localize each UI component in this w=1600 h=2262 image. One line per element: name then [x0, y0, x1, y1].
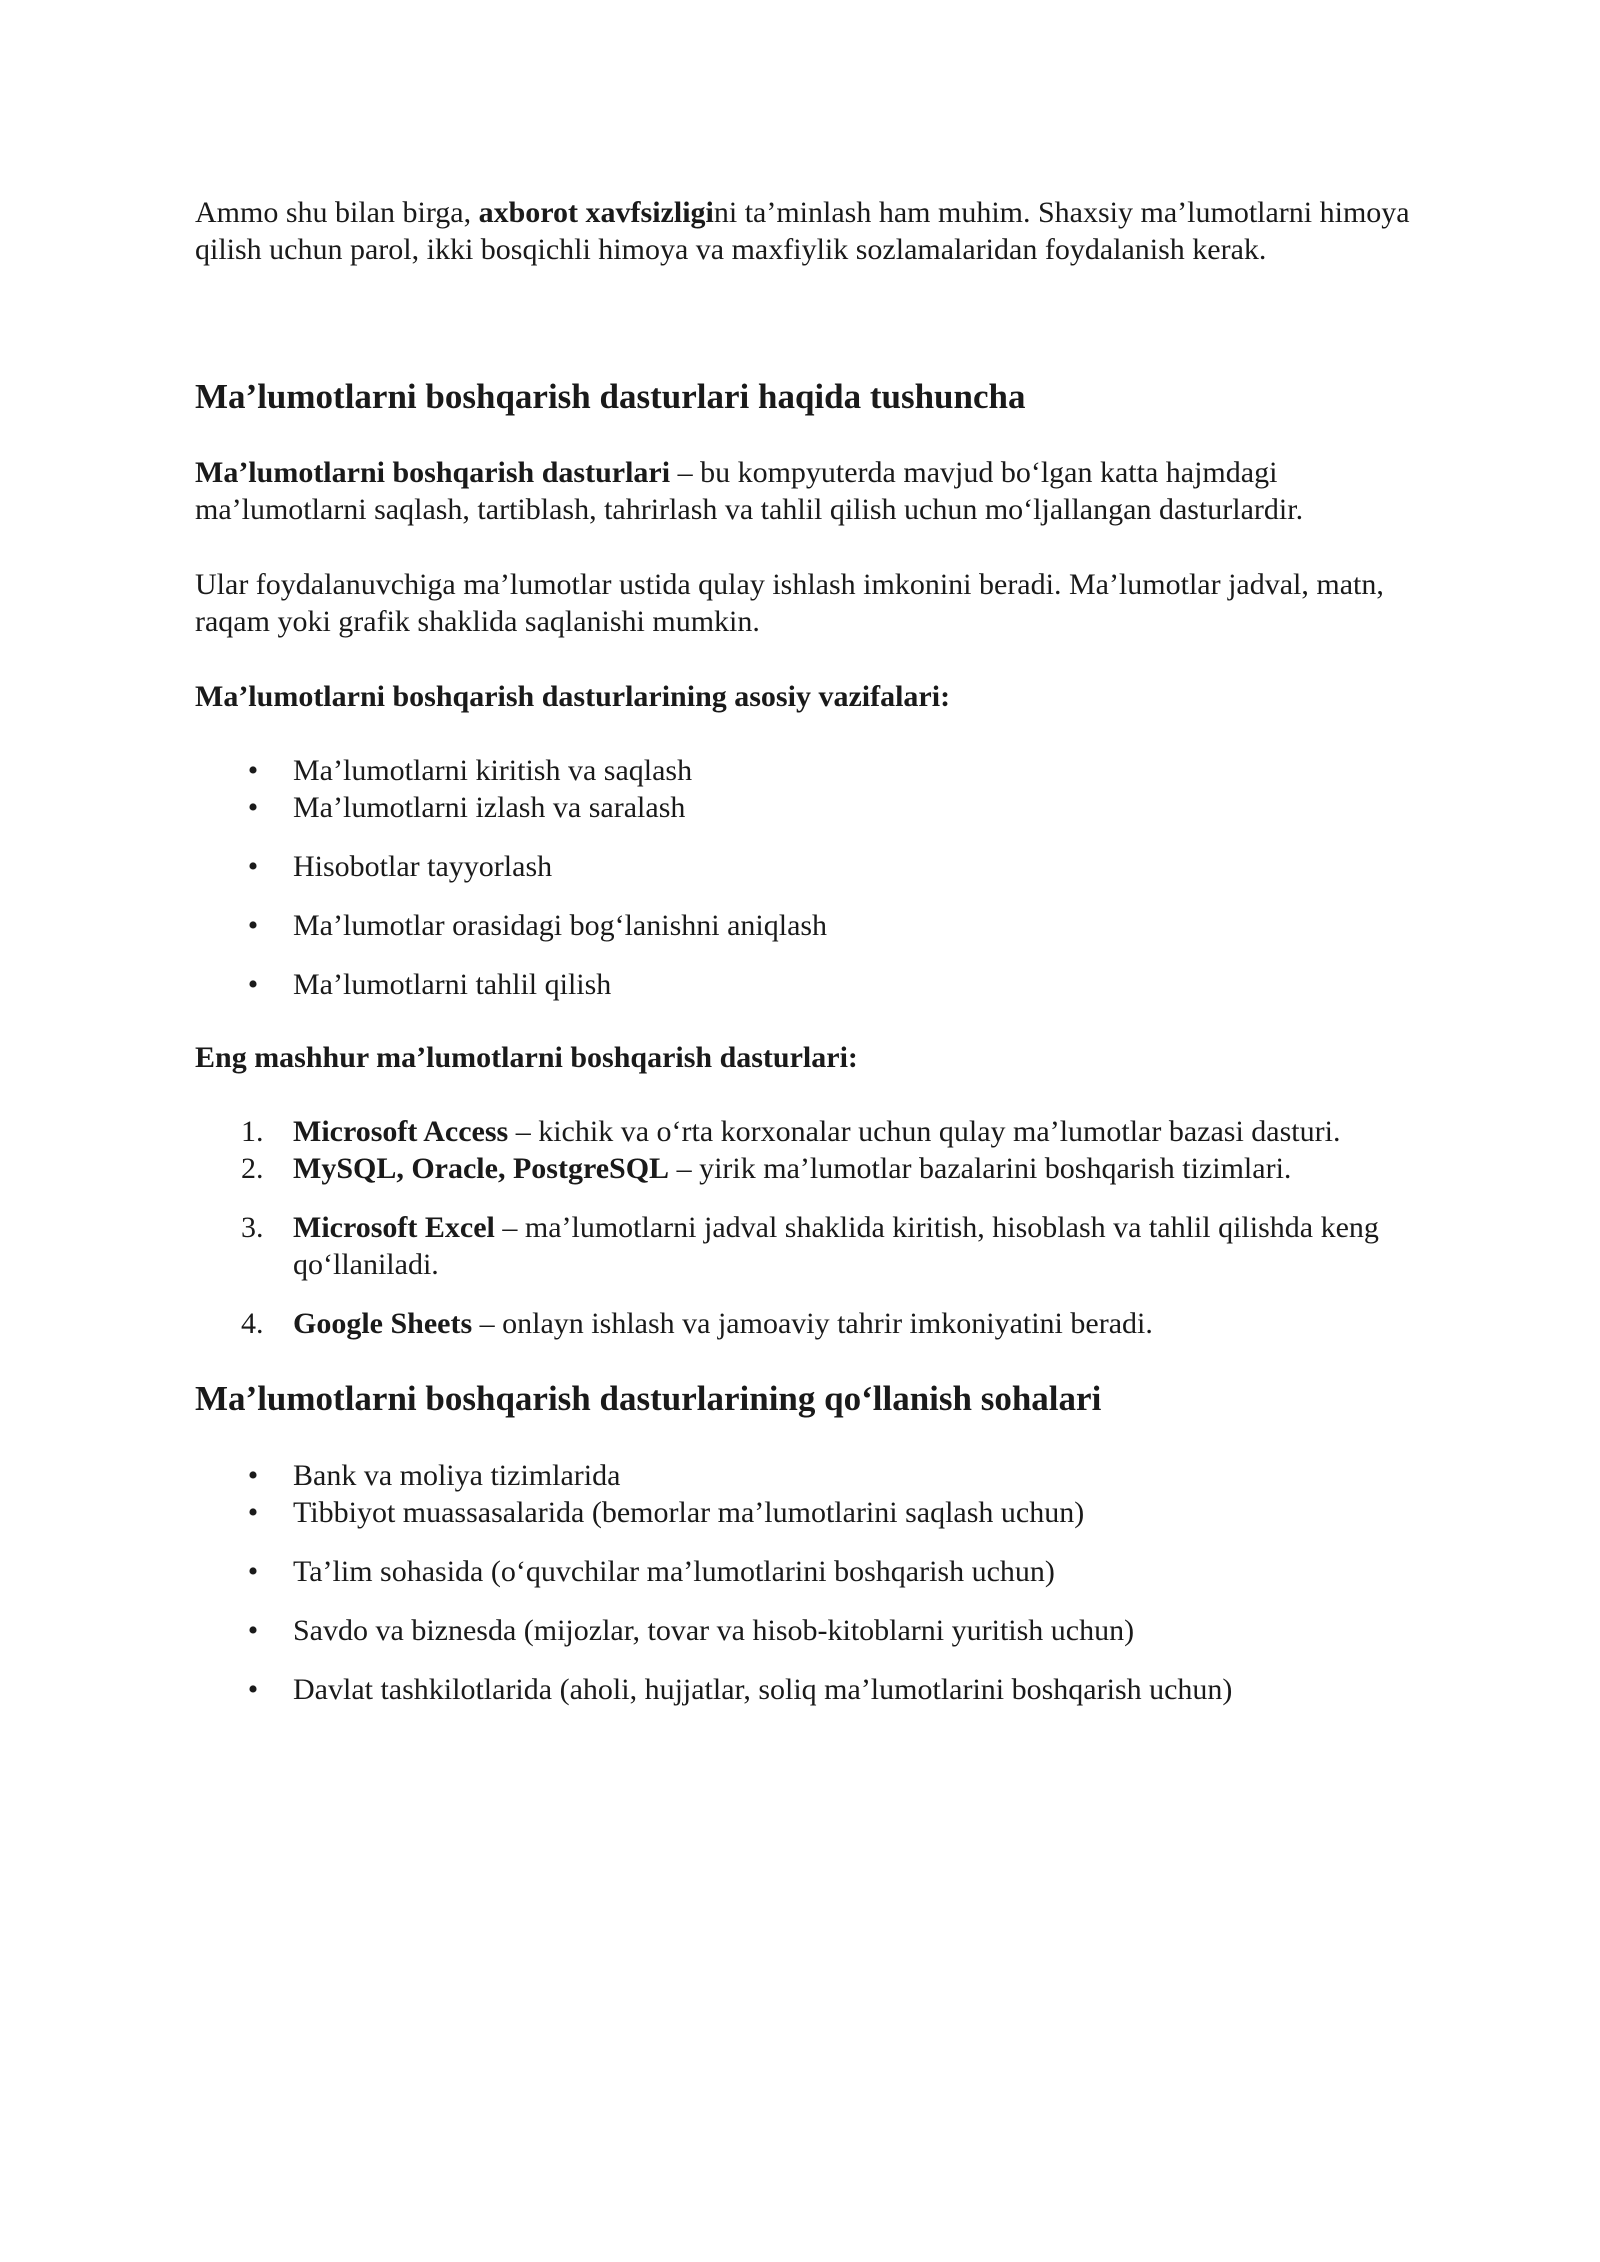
program-desc: – ma’lumotlarni jadval shaklida kiritish, hisoblash va tahlil qilishda keng qo‘llaniladi. — [293, 1211, 1379, 1281]
program-desc: – kichik va o‘rta korxonalar uchun qulay ma’lumotlar bazasi dasturi. — [508, 1115, 1341, 1148]
applications-list — [195, 1457, 1435, 1708]
program-name: Google Sheets — [293, 1307, 473, 1340]
list-item-text: Ma’lumotlarni tahlil qilish — [293, 968, 612, 1001]
list-number: 1. — [241, 1115, 264, 1148]
intro-text-start: Ammo shu bilan birga, — [195, 196, 479, 229]
list-item-text: Ma’lumotlar orasidagi bog‘lanishni aniqlash — [293, 909, 828, 942]
programs-list — [195, 1113, 1435, 1342]
list-item-text: Ma’lumotlarni kiritish va saqlash — [293, 754, 693, 787]
list-item — [195, 1671, 1435, 1708]
list-item — [195, 907, 1435, 944]
intro-text-end: ni ta’minlash ham muhim. Shaxsiy ma’lumotlarni himoya qilish uchun parol, ikki bosqichli himoya va maxfiylik sozlamalaridan foydalanish kerak. — [195, 196, 1410, 266]
list-item-text: Davlat tashkilotlarida (aholi, hujjatlar, soliq ma’lumotlarini boshqarish uchun) — [293, 1673, 1233, 1706]
tasks-list — [195, 752, 1435, 1003]
programs-subheading-text: Eng mashhur ma’lumotlarni boshqarish dasturlari: — [195, 1041, 858, 1074]
list-item — [195, 1150, 1435, 1187]
list-item — [195, 1553, 1435, 1590]
list-item — [195, 1113, 1435, 1150]
definition-term: Ma’lumotlarni boshqarish dasturlari — [195, 456, 671, 489]
program-name: Microsoft Access — [293, 1115, 509, 1148]
list-item — [195, 1494, 1435, 1531]
document-page — [195, 188, 1435, 1708]
usage-paragraph: Ular foydalanuvchiga ma’lumotlar ustida qulay ishlash imkonini beradi. Ma’lumotlar jadval, matn, raqam yoki grafik shaklida saqlanishi mumkin. — [195, 568, 1384, 638]
bullet-icon: • — [247, 791, 259, 824]
program-name: Microsoft Excel — [293, 1211, 495, 1244]
tasks-subheading — [195, 678, 1435, 715]
bullet-icon: • — [247, 1555, 259, 1588]
list-item-text: Hisobotlar tayyorlash — [293, 850, 553, 883]
list-number: 3. — [241, 1211, 264, 1244]
list-item — [195, 848, 1435, 885]
bullet-icon: • — [247, 850, 259, 883]
program-name: MySQL, Oracle, PostgreSQL — [293, 1152, 670, 1185]
bullet-icon: • — [247, 1673, 259, 1706]
list-item — [195, 752, 1435, 789]
list-item-text: Tibbiyot muassasalarida (bemorlar ma’lumotlarini saqlash uchun) — [293, 1496, 1085, 1529]
list-item-text: Ma’lumotlarni izlash va saralash — [293, 791, 686, 824]
intro-paragraph — [195, 194, 1435, 268]
bullet-icon: • — [247, 1459, 259, 1492]
list-number: 2. — [241, 1152, 264, 1185]
list-item — [195, 1305, 1435, 1342]
tasks-subheading-text: Ma’lumotlarni boshqarish dasturlarining asosiy vazifalari: — [195, 680, 951, 713]
intro-bold-term: axborot xavfsizligi — [478, 196, 714, 229]
list-item — [195, 789, 1435, 826]
bullet-icon: • — [247, 1614, 259, 1647]
section-heading-applications: Ma’lumotlarni boshqarish dasturlarining qo‘llanish sohalari — [195, 1379, 1102, 1418]
bullet-icon: • — [247, 909, 259, 942]
bullet-icon: • — [247, 1496, 259, 1529]
list-item-text: Bank va moliya tizimlarida — [293, 1459, 621, 1492]
program-desc: – yirik ma’lumotlar bazalarini boshqarish tizimlari. — [669, 1152, 1292, 1185]
programs-subheading — [195, 1039, 1435, 1076]
bullet-icon: • — [247, 754, 259, 787]
list-item-text: Savdo va biznesda (mijozlar, tovar va hisob-kitoblarni yuritish uchun) — [293, 1614, 1135, 1647]
list-item — [195, 1612, 1435, 1649]
list-number: 4. — [241, 1307, 264, 1340]
program-desc: – onlayn ishlash va jamoaviy tahrir imkoniyatini beradi. — [472, 1307, 1153, 1340]
list-item-text: Ta’lim sohasida (o‘quvchilar ma’lumotlarini boshqarish uchun) — [293, 1555, 1055, 1588]
definition-text: – bu kompyuterda mavjud bo‘lgan katta hajmdagi ma’lumotlarni saqlash, tartiblash, tahrirlash va tahlil qilish uchun mo‘ljallangan dasturlardir. — [195, 456, 1304, 526]
section-heading-concept: Ma’lumotlarni boshqarish dasturlari haqida tushuncha — [195, 377, 1026, 416]
list-item — [195, 966, 1435, 1003]
list-item — [195, 1457, 1435, 1494]
list-item — [195, 1209, 1435, 1283]
bullet-icon: • — [247, 968, 259, 1001]
definition-paragraph — [195, 454, 1435, 528]
